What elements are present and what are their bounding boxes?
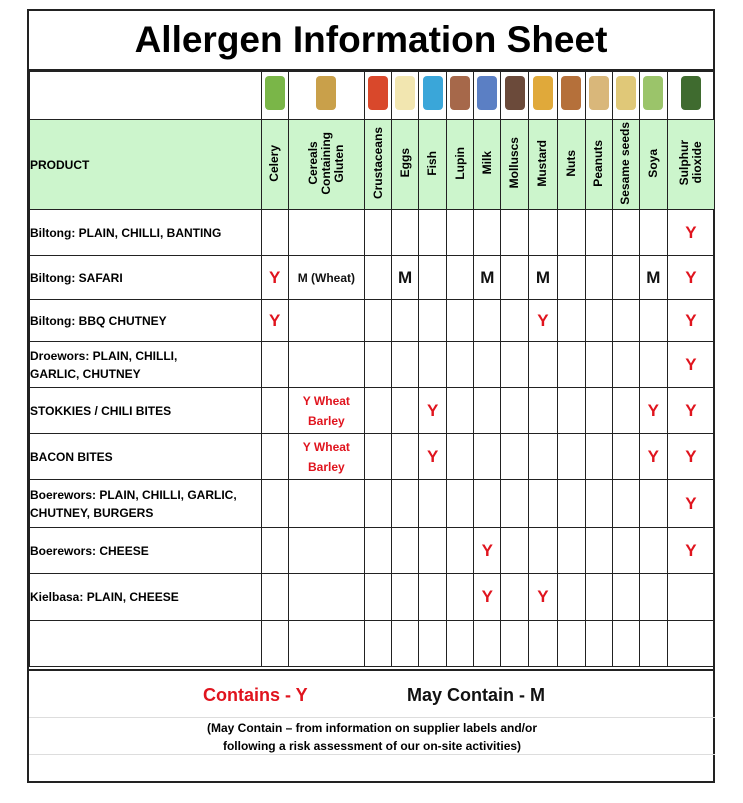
allergen-cell [529, 621, 557, 667]
soya-icon [643, 76, 663, 110]
allergen-cell [261, 480, 288, 528]
allergen-label: Peanuts [591, 139, 606, 187]
allergen-cell [612, 300, 639, 342]
allergen-cell [474, 210, 501, 256]
allergen-label: Lupin [452, 146, 467, 180]
allergen-icon-cell [557, 72, 585, 120]
allergen-cell [392, 342, 419, 388]
allergen-cell [639, 210, 667, 256]
allergen-header [474, 120, 501, 210]
fish-icon [423, 76, 443, 110]
contains-mark: Y [685, 222, 697, 242]
allergen-cell [585, 210, 612, 256]
allergen-cell [261, 210, 288, 256]
allergen-cell [612, 342, 639, 388]
allergen-cell [392, 621, 419, 667]
allergen-cell [419, 528, 447, 574]
allergen-cell [364, 388, 391, 434]
product-name: STOKKIES / CHILI BITES [30, 388, 262, 434]
lupin-icon [450, 76, 470, 110]
allergen-header [557, 120, 585, 210]
allergen-cell [419, 210, 447, 256]
allergen-cell [639, 388, 667, 434]
allergen-cell [288, 574, 364, 621]
allergen-label: Sesame seeds [618, 121, 633, 205]
contains-mark: Y [685, 267, 697, 287]
allergen-icon-cell [612, 72, 639, 120]
allergen-cell [261, 342, 288, 388]
allergen-cell [667, 434, 714, 480]
may-contain-mark: M [398, 267, 413, 287]
legend [29, 669, 715, 719]
product-name: Boerewors: PLAIN, CHILLI, GARLIC, CHUTNEY, BURGERS [30, 480, 262, 528]
allergen-cell [585, 388, 612, 434]
allergen-header [501, 120, 529, 210]
allergen-icon-cell [529, 72, 557, 120]
allergen-cell [529, 434, 557, 480]
mollusc-icon [505, 76, 525, 110]
contains-mark: Y [685, 446, 697, 466]
allergen-label: Crustaceans [370, 126, 385, 200]
allergen-cell [557, 300, 585, 342]
legend-note [29, 717, 715, 755]
allergen-header [261, 120, 288, 210]
table-row [30, 574, 715, 621]
allergen-cell [667, 342, 714, 388]
allergen-icon-cell [501, 72, 529, 120]
allergen-cell [667, 528, 714, 574]
legend-note-line-1: (May Contain – from information on supplier labels and/or [206, 721, 538, 735]
mustard-icon [533, 76, 553, 110]
allergen-cell [447, 210, 474, 256]
allergen-label: Molluscs [507, 137, 522, 189]
allergen-cell [288, 300, 364, 342]
allergen-cell [529, 388, 557, 434]
allergen-cell [447, 388, 474, 434]
may-contain-mark: M [480, 267, 495, 287]
table-row [30, 256, 715, 300]
contains-mark: Y [537, 310, 549, 330]
allergen-cell [261, 574, 288, 621]
product-header: PRODUCT [30, 120, 262, 210]
allergen-cell [364, 621, 391, 667]
contains-mark: Y [685, 354, 697, 374]
table-row [30, 528, 715, 574]
allergen-cell [447, 574, 474, 621]
sesame-icon [616, 76, 636, 110]
allergen-label: Mustard [535, 139, 550, 187]
allergen-cell [612, 528, 639, 574]
wheat-icon [316, 76, 336, 110]
header-row [30, 120, 715, 210]
allergen-cell [419, 621, 447, 667]
table-row [30, 434, 715, 480]
allergen-label: Nuts [563, 149, 578, 177]
allergen-cell [447, 528, 474, 574]
allergen-cell [474, 300, 501, 342]
allergen-header [585, 120, 612, 210]
table-row [30, 480, 715, 528]
product-name: Kielbasa: PLAIN, CHEESE [30, 574, 262, 621]
allergen-cell [529, 342, 557, 388]
allergen-cell [585, 621, 612, 667]
allergen-cell [639, 621, 667, 667]
allergen-cell [261, 300, 288, 342]
product-name: Boerewors: CHEESE [30, 528, 262, 574]
celery-icon [265, 76, 285, 110]
contains-mark: Y [685, 310, 697, 330]
contains-mark: Y [426, 446, 439, 466]
allergen-icon-cell [585, 72, 612, 120]
allergen-cell [612, 574, 639, 621]
allergen-label: Celery [267, 144, 282, 182]
allergen-cell [447, 342, 474, 388]
allergen-cell [364, 210, 391, 256]
contains-mark: Y [537, 587, 549, 606]
allergen-cell [474, 434, 501, 480]
allergen-cell [529, 574, 557, 621]
legend-contains: Contains - Y [203, 684, 308, 705]
allergen-cell [639, 342, 667, 388]
allergen-cell [529, 256, 557, 300]
allergen-cell [474, 574, 501, 621]
allergen-cell [612, 388, 639, 434]
allergen-cell [501, 256, 529, 300]
contains-mark: Y [426, 400, 439, 420]
contains-mark: Y [647, 446, 659, 466]
contains-mark: Y [269, 310, 281, 330]
allergen-label: Fish [425, 150, 440, 176]
icon-row-blank [30, 72, 262, 120]
allergen-cell [419, 434, 447, 480]
allergen-cell [557, 528, 585, 574]
allergen-icon-cell [261, 72, 288, 120]
allergen-cell [392, 528, 419, 574]
allergen-cell [639, 480, 667, 528]
contains-mark: Y [685, 493, 697, 513]
allergen-cell [612, 480, 639, 528]
allergen-cell [288, 342, 364, 388]
contains-mark: Y [481, 540, 493, 560]
contains-mark: Y [685, 540, 697, 560]
allergen-header [639, 120, 667, 210]
contains-mark: Y Wheat Barley [302, 439, 350, 474]
allergen-cell [364, 256, 391, 300]
product-name: BACON BITES [30, 434, 262, 480]
allergen-header [529, 120, 557, 210]
allergen-header [612, 120, 639, 210]
allergen-cell [557, 574, 585, 621]
allergen-cell [474, 528, 501, 574]
allergen-label: Milk [479, 151, 494, 175]
allergen-header [419, 120, 447, 210]
allergen-cell [364, 434, 391, 480]
may-contain-mark: M [646, 267, 661, 287]
legend-may-contain: May Contain - M [407, 684, 545, 705]
allergen-cell [261, 388, 288, 434]
allergen-cell [501, 480, 529, 528]
allergen-cell [585, 342, 612, 388]
allergen-cell [667, 256, 714, 300]
allergen-header [364, 120, 391, 210]
allergen-cell [474, 480, 501, 528]
allergen-cell [557, 388, 585, 434]
allergen-icon-cell [639, 72, 667, 120]
legend-note-line-2: following a risk assessment of our on-site activities) [222, 739, 522, 753]
allergen-cell [501, 210, 529, 256]
allergen-header [447, 120, 474, 210]
product-name [30, 621, 262, 667]
icon-row [30, 72, 715, 120]
allergen-cell [667, 210, 714, 256]
allergen-cell [529, 528, 557, 574]
allergen-icon-cell [392, 72, 419, 120]
allergen-cell [288, 388, 364, 434]
allergen-icon-cell [364, 72, 391, 120]
allergen-cell [288, 480, 364, 528]
allergen-cell [288, 621, 364, 667]
allergen-cell [392, 480, 419, 528]
allergen-label: Sulphur dioxide [676, 140, 704, 186]
allergen-cell [557, 480, 585, 528]
allergen-cell [667, 388, 714, 434]
allergen-cell [667, 300, 714, 342]
allergen-cell [447, 480, 474, 528]
allergen-cell [667, 480, 714, 528]
allergen-cell [419, 574, 447, 621]
allergen-cell [261, 528, 288, 574]
nuts-icon [561, 76, 581, 110]
wine-bottle-icon [681, 76, 701, 110]
allergen-label: Cereals Containing Gluten [305, 131, 346, 195]
allergen-header [288, 120, 364, 210]
peanut-icon [589, 76, 609, 110]
allergen-cell [501, 621, 529, 667]
table-row [30, 210, 715, 256]
allergen-cell [392, 210, 419, 256]
contains-mark: Y [685, 400, 697, 420]
allergen-cell [474, 388, 501, 434]
allergen-cell [419, 388, 447, 434]
allergen-cell [419, 480, 447, 528]
allergen-cell [364, 300, 391, 342]
allergen-cell [585, 574, 612, 621]
allergen-label: Eggs [397, 148, 412, 178]
allergen-cell [261, 621, 288, 667]
crab-icon [368, 76, 388, 110]
allergen-cell [419, 342, 447, 388]
allergen-cell [529, 210, 557, 256]
allergen-cell [612, 210, 639, 256]
allergen-cell [501, 434, 529, 480]
allergen-cell [447, 621, 474, 667]
allergen-cell [585, 300, 612, 342]
allergen-icon-cell [667, 72, 714, 120]
allergen-cell [585, 256, 612, 300]
allergen-label: Soya [645, 148, 660, 178]
allergen-icon-cell [447, 72, 474, 120]
allergen-cell [557, 342, 585, 388]
page-title: Allergen Information Sheet [29, 11, 713, 71]
allergen-cell [557, 434, 585, 480]
product-name: Biltong: SAFARI [30, 256, 262, 300]
allergen-cell [612, 256, 639, 300]
allergen-cell [392, 574, 419, 621]
allergen-cell [639, 256, 667, 300]
allergen-cell [501, 388, 529, 434]
table-row [30, 342, 715, 388]
allergen-cell [667, 574, 714, 621]
allergen-cell [639, 300, 667, 342]
allergen-icon-cell [419, 72, 447, 120]
allergen-cell [447, 434, 474, 480]
allergen-icon-cell [288, 72, 364, 120]
allergen-cell [557, 256, 585, 300]
allergen-cell [288, 434, 364, 480]
allergen-header [392, 120, 419, 210]
table-row [30, 388, 715, 434]
allergen-cell [529, 300, 557, 342]
allergen-cell [529, 480, 557, 528]
allergen-cell [447, 256, 474, 300]
allergen-cell [364, 480, 391, 528]
allergen-cell [419, 256, 447, 300]
allergen-cell [585, 528, 612, 574]
product-name: Droewors: PLAIN, CHILLI, GARLIC, CHUTNEY [30, 342, 262, 388]
allergen-icon-cell [474, 72, 501, 120]
allergen-cell [288, 256, 364, 300]
may-contain-mark: M [535, 267, 551, 287]
egg-icon [395, 76, 415, 110]
allergen-cell [667, 621, 714, 667]
allergen-cell [639, 434, 667, 480]
allergen-cell [392, 388, 419, 434]
allergen-cell [501, 574, 529, 621]
contains-mark: Y Wheat Barley [302, 393, 350, 428]
milk-icon [477, 76, 497, 110]
allergen-cell [639, 574, 667, 621]
contains-mark: Y [647, 400, 659, 420]
may-contain-mark: M (Wheat) [297, 270, 356, 285]
allergen-sheet [27, 9, 715, 783]
allergen-header [667, 120, 714, 210]
allergen-cell [288, 210, 364, 256]
allergen-cell [585, 480, 612, 528]
allergen-cell [612, 434, 639, 480]
allergen-cell [474, 621, 501, 667]
allergen-cell [639, 528, 667, 574]
product-name: Biltong: BBQ CHUTNEY [30, 300, 262, 342]
allergen-cell [557, 210, 585, 256]
allergen-cell [392, 434, 419, 480]
allergen-cell [419, 300, 447, 342]
product-name: Biltong: PLAIN, CHILLI, BANTING [30, 210, 262, 256]
allergen-cell [364, 342, 391, 388]
allergen-cell [261, 434, 288, 480]
allergen-cell [392, 256, 419, 300]
allergen-cell [288, 528, 364, 574]
allergen-cell [557, 621, 585, 667]
allergen-cell [364, 528, 391, 574]
allergen-cell [364, 574, 391, 621]
allergen-cell [261, 256, 288, 300]
allergen-cell [501, 300, 529, 342]
table-row [30, 300, 715, 342]
allergen-table [29, 71, 715, 667]
allergen-cell [474, 256, 501, 300]
allergen-cell [501, 528, 529, 574]
allergen-cell [501, 342, 529, 388]
allergen-cell [585, 434, 612, 480]
allergen-cell [447, 300, 474, 342]
contains-mark: Y [269, 267, 281, 287]
contains-mark: Y [481, 587, 493, 606]
allergen-cell [612, 621, 639, 667]
allergen-cell [474, 342, 501, 388]
allergen-cell [392, 300, 419, 342]
table-row [30, 621, 715, 667]
